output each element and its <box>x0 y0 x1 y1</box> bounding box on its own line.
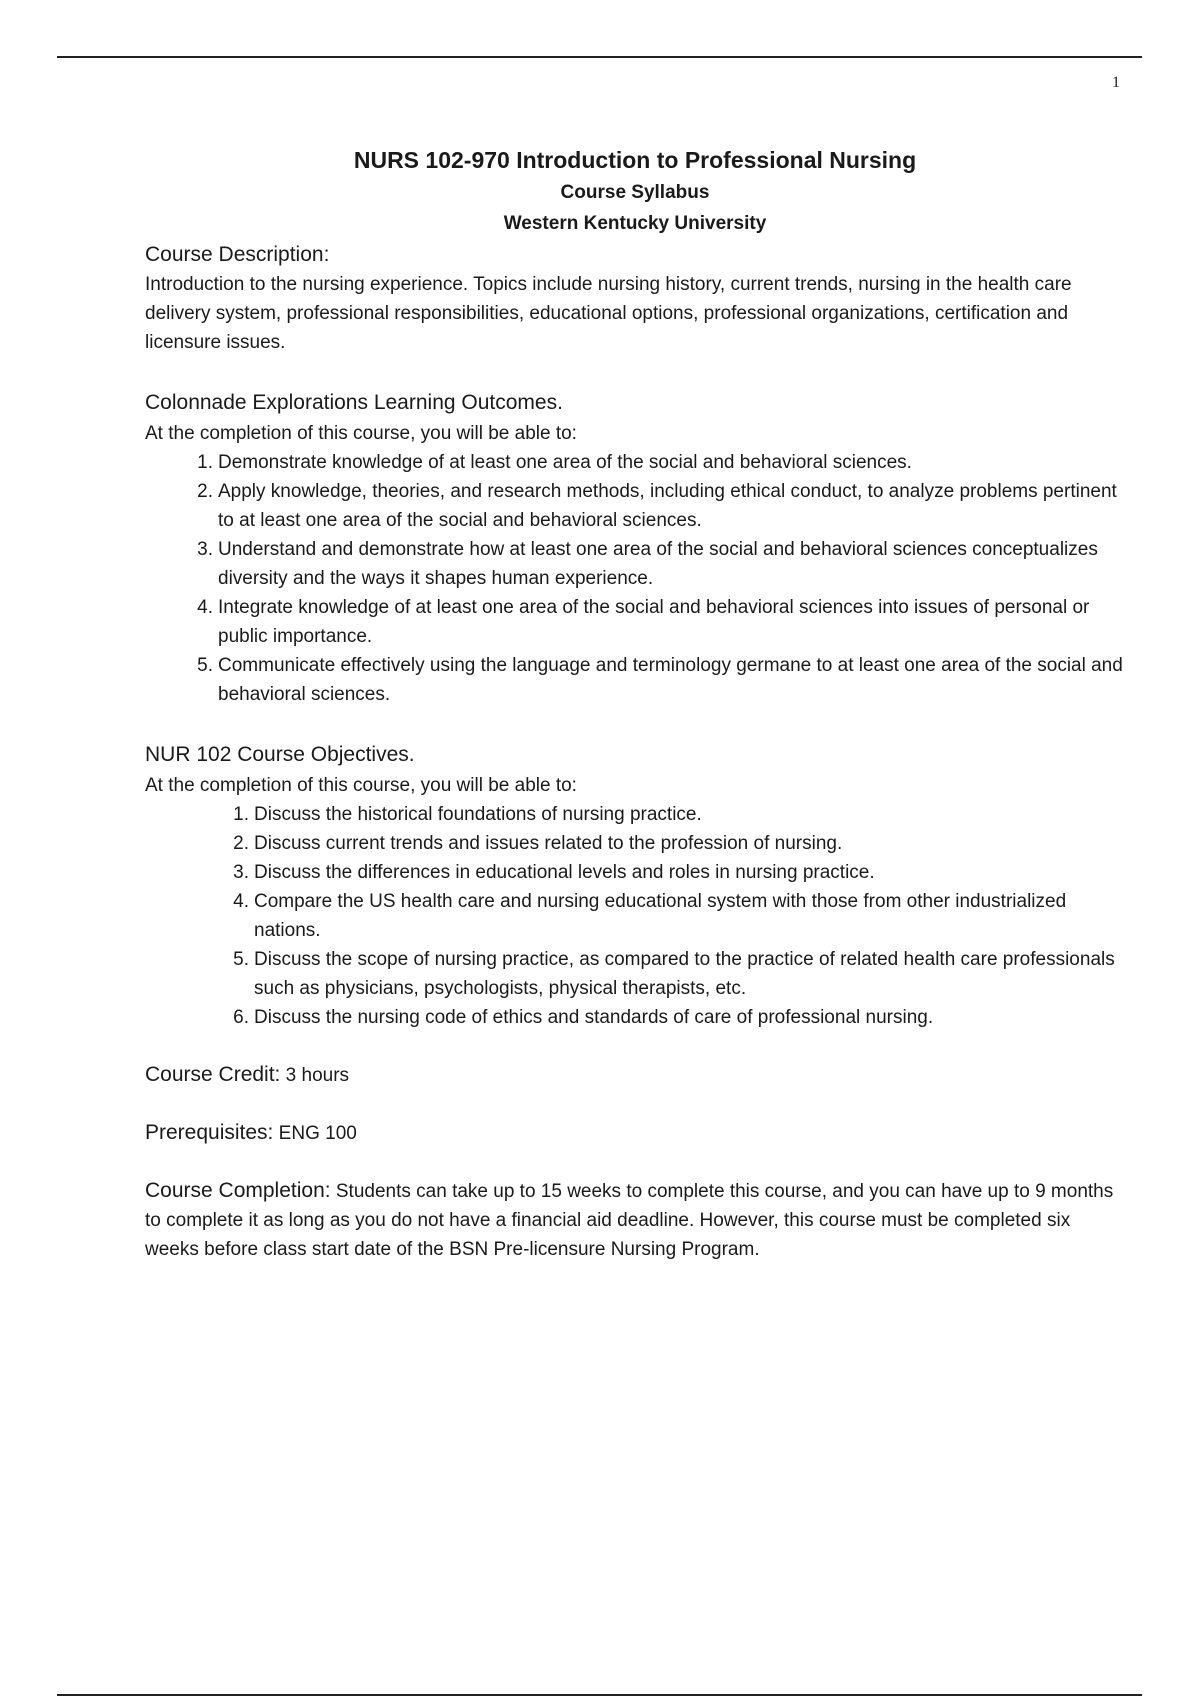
outcomes-heading: Colonnade Explorations Learning Outcomes. <box>145 391 563 414</box>
page-number: 1 <box>1112 74 1120 91</box>
list-number: 5. <box>233 949 249 970</box>
list-number: 4. <box>197 597 213 618</box>
outcomes-intro: At the completion of this course, you will be able to: <box>145 423 577 444</box>
objectives-intro: At the completion of this course, you will be able to: <box>145 775 577 796</box>
list-text: Integrate knowledge of at least one area of the social and behavioral sciences into issues of personal or public importance. <box>218 597 1090 647</box>
list-number: 3. <box>233 862 249 883</box>
list-item <box>233 887 1125 945</box>
description-heading: Course Description: <box>145 243 330 266</box>
list-number: 1. <box>233 804 249 825</box>
description-text: Introduction to the nursing experience. Topics include nursing history, current trends, nursing in the health care delivery system, professional responsibilities, educational options, professional organizations, certification and licensure issues. <box>145 274 1072 353</box>
list-item <box>233 800 1125 829</box>
bottom-rule <box>57 1694 1142 1696</box>
course-credit-label: Course Credit: <box>145 1063 281 1086</box>
prerequisites-row <box>145 1118 1125 1148</box>
list-text: Compare the US health care and nursing educational system with those from other industrialized nations. <box>254 891 1067 941</box>
course-credit-value: 3 hours <box>285 1065 350 1086</box>
title-block <box>0 143 1200 239</box>
list-text: Understand and demonstrate how at least one area of the social and behavioral sciences conceptualizes diversity and the ways it shapes human experience. <box>218 539 1098 589</box>
list-item <box>197 593 1125 651</box>
list-number: 2. <box>197 481 213 502</box>
list-number: 3. <box>197 539 213 560</box>
list-text: Demonstrate knowledge of at least one area of the social and behavioral sciences. <box>218 452 912 473</box>
course-credit-row <box>145 1060 1125 1090</box>
syllabus-content <box>145 240 1125 1264</box>
list-text: Discuss the differences in educational levels and roles in nursing practice. <box>254 862 875 883</box>
list-number: 5. <box>197 655 213 676</box>
list-text: Discuss the nursing code of ethics and standards of care of professional nursing. <box>254 1007 934 1028</box>
course-completion <box>145 1176 1125 1264</box>
list-item <box>233 858 1125 887</box>
course-title: NURS 102-970 Introduction to Professional Nursing <box>353 147 917 173</box>
list-number: 2. <box>233 833 249 854</box>
list-text: Discuss the scope of nursing practice, as compared to the practice of related health care professionals such as physicians, psychologists, physical therapists, etc. <box>254 949 1115 999</box>
course-subtitle: Course Syllabus <box>560 182 710 203</box>
list-item <box>197 477 1125 535</box>
list-item <box>233 829 1125 858</box>
objectives-heading: NUR 102 Course Objectives. <box>145 743 415 766</box>
objectives-list <box>233 800 1125 1032</box>
list-text: Discuss the historical foundations of nursing practice. <box>254 804 702 825</box>
institution-name: Western Kentucky University <box>503 213 767 234</box>
list-item <box>233 945 1125 1003</box>
list-item <box>233 1003 1125 1032</box>
list-text: Communicate effectively using the language and terminology germane to at least one area of the social and behavioral sciences. <box>218 655 1123 705</box>
course-completion-text: Students can take up to 15 weeks to complete this course, and you can have up to 9 months to complete it as long as you do not have a financial aid deadline. However, this course must be completed six weeks before class start date of the BSN Pre-licensure Nursing Program. <box>145 1181 1114 1260</box>
list-number: 1. <box>197 452 213 473</box>
outcomes-list <box>197 448 1125 709</box>
list-number: 6. <box>233 1007 249 1028</box>
list-text: Apply knowledge, theories, and research methods, including ethical conduct, to analyze problems pertinent to at least one area of the social and behavioral sciences. <box>218 481 1117 531</box>
top-rule <box>57 56 1142 58</box>
prerequisites-value: ENG 100 <box>278 1123 357 1144</box>
prerequisites-label: Prerequisites: <box>145 1121 274 1144</box>
list-number: 4. <box>233 891 249 912</box>
list-item <box>197 535 1125 593</box>
list-item <box>197 448 1125 477</box>
course-completion-label: Course Completion: <box>145 1179 331 1202</box>
list-text: Discuss current trends and issues related to the profession of nursing. <box>254 833 843 854</box>
list-item <box>197 651 1125 709</box>
